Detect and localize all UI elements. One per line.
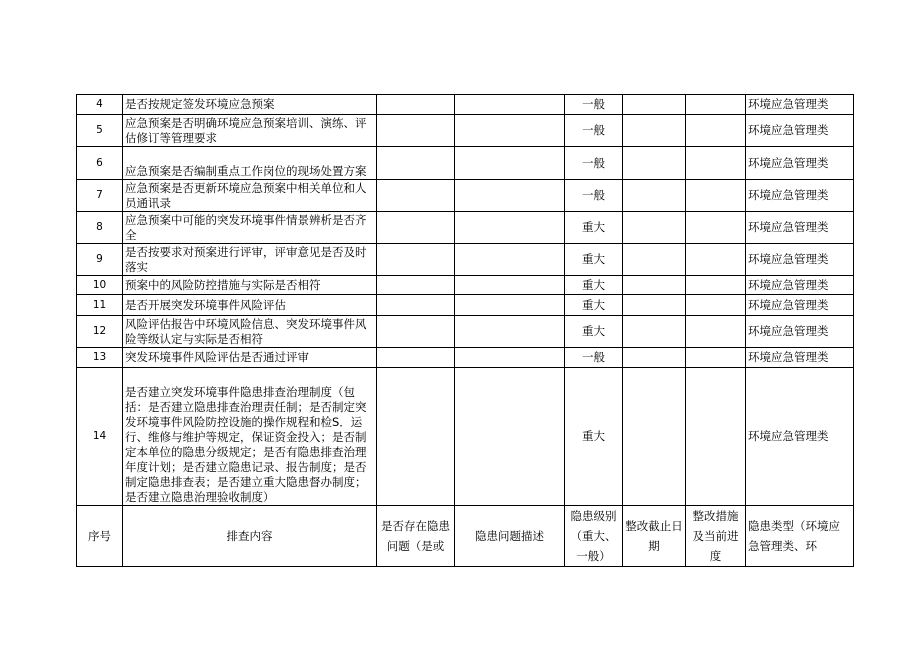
table-body <box>77 95 854 567</box>
description-cell <box>455 180 565 212</box>
description-cell <box>455 244 565 276</box>
measures-cell <box>686 316 746 348</box>
check-item: 是否开展突发环境事件风险评估 <box>123 295 377 316</box>
hazard-type: 环境应急管理类 <box>746 95 854 115</box>
exists-cell <box>377 295 455 316</box>
table-row <box>77 115 854 147</box>
exists-cell <box>377 147 455 180</box>
deadline-cell <box>623 95 686 115</box>
description-cell <box>455 368 565 506</box>
deadline-cell <box>623 368 686 506</box>
deadline-cell <box>623 180 686 212</box>
measures-cell <box>686 212 746 244</box>
hazard-level: 重大 <box>565 212 623 244</box>
row-number: 11 <box>77 295 123 316</box>
hazard-type: 环境应急管理类 <box>746 368 854 506</box>
exists-cell <box>377 316 455 348</box>
check-item: 是否建立突发环境事件隐患排查治理制度（包括：是否建立隐患排查治理责任制；是否制定突发环境事件风险防控设施的操作规程和检S．运行、维修与维护等规定，保证资金投入；是否制定本单位的隐患分级规定；是否有隐患排查治理年度计划；是否建立隐患记录、报告制度；是否制定隐患排查表；是否建立重大隐患督办制度；是否建立隐患治理验收制度） <box>123 368 377 506</box>
hazard-level: 一般 <box>565 115 623 147</box>
deadline-cell <box>623 276 686 295</box>
hazard-level: 重大 <box>565 276 623 295</box>
table-row <box>77 212 854 244</box>
header-deadline: 整改截止日期 <box>623 506 686 567</box>
header-exists: 是否存在隐患问题（是或 <box>377 506 455 567</box>
header-type: 隐患类型（环境应急管理类、环 <box>746 506 854 567</box>
header-description: 隐患问题描述 <box>455 506 565 567</box>
row-number: 6 <box>77 147 123 180</box>
table-header-row <box>77 506 854 567</box>
check-item: 应急预案是否明确环境应急预案培训、演练、评估修订等管理要求 <box>123 115 377 147</box>
hazard-level: 重大 <box>565 368 623 506</box>
table-row <box>77 295 854 316</box>
table-row <box>77 95 854 115</box>
measures-cell <box>686 95 746 115</box>
table-row <box>77 316 854 348</box>
hazard-level: 重大 <box>565 316 623 348</box>
hazard-type: 环境应急管理类 <box>746 295 854 316</box>
deadline-cell <box>623 212 686 244</box>
measures-cell <box>686 276 746 295</box>
description-cell <box>455 276 565 295</box>
header-number: 序号 <box>77 506 123 567</box>
exists-cell <box>377 368 455 506</box>
check-item: 预案中的风险防控措施与实际是否相符 <box>123 276 377 295</box>
table-row <box>77 276 854 295</box>
check-item: 应急预案是否更新环境应急预案中相关单位和人员通讯录 <box>123 180 377 212</box>
row-number: 9 <box>77 244 123 276</box>
hazard-type: 环境应急管理类 <box>746 115 854 147</box>
deadline-cell <box>623 295 686 316</box>
hazard-level: 一般 <box>565 147 623 180</box>
hazard-type: 环境应急管理类 <box>746 212 854 244</box>
header-content: 排查内容 <box>123 506 377 567</box>
check-item: 风险评估报告中环境风险信息、突发环境事件风险等级认定与实际是否相符 <box>123 316 377 348</box>
exists-cell <box>377 244 455 276</box>
exists-cell <box>377 276 455 295</box>
exists-cell <box>377 212 455 244</box>
check-item: 是否按规定签发环境应急预案 <box>123 95 377 115</box>
header-level: 隐患级别（重大、一般） <box>565 506 623 567</box>
measures-cell <box>686 295 746 316</box>
hazard-level: 一般 <box>565 348 623 368</box>
description-cell <box>455 295 565 316</box>
header-measures: 整改措施及当前进度 <box>686 506 746 567</box>
table-row <box>77 244 854 276</box>
description-cell <box>455 316 565 348</box>
exists-cell <box>377 348 455 368</box>
row-number: 7 <box>77 180 123 212</box>
hazard-level: 重大 <box>565 244 623 276</box>
description-cell <box>455 348 565 368</box>
check-item: 应急预案是否编制重点工作岗位的现场处置方案 <box>123 147 377 180</box>
description-cell <box>455 212 565 244</box>
table-row <box>77 180 854 212</box>
exists-cell <box>377 115 455 147</box>
deadline-cell <box>623 147 686 180</box>
measures-cell <box>686 348 746 368</box>
description-cell <box>455 147 565 180</box>
deadline-cell <box>623 348 686 368</box>
hazard-type: 环境应急管理类 <box>746 244 854 276</box>
row-number: 14 <box>77 368 123 506</box>
table-row <box>77 348 854 368</box>
table-row <box>77 368 854 506</box>
deadline-cell <box>623 244 686 276</box>
row-number: 12 <box>77 316 123 348</box>
check-item: 突发环境事件风险评估是否通过评审 <box>123 348 377 368</box>
measures-cell <box>686 244 746 276</box>
hazard-type: 环境应急管理类 <box>746 316 854 348</box>
hazard-level: 一般 <box>565 95 623 115</box>
deadline-cell <box>623 115 686 147</box>
check-item: 应急预案中可能的突发环境事件情景辨析是否齐全 <box>123 212 377 244</box>
row-number: 8 <box>77 212 123 244</box>
check-item: 是否按要求对预案进行评审，评审意见是否及时落实 <box>123 244 377 276</box>
description-cell <box>455 115 565 147</box>
description-cell <box>455 95 565 115</box>
measures-cell <box>686 115 746 147</box>
hazard-type: 环境应急管理类 <box>746 276 854 295</box>
row-number: 4 <box>77 95 123 115</box>
exists-cell <box>377 180 455 212</box>
row-number: 10 <box>77 276 123 295</box>
measures-cell <box>686 180 746 212</box>
table-row <box>77 147 854 180</box>
row-number: 5 <box>77 115 123 147</box>
hazard-level: 一般 <box>565 180 623 212</box>
hazard-type: 环境应急管理类 <box>746 348 854 368</box>
exists-cell <box>377 95 455 115</box>
measures-cell <box>686 147 746 180</box>
hazard-level: 重大 <box>565 295 623 316</box>
hazard-checklist-table <box>76 94 854 567</box>
hazard-type: 环境应急管理类 <box>746 147 854 180</box>
deadline-cell <box>623 316 686 348</box>
hazard-type: 环境应急管理类 <box>746 180 854 212</box>
measures-cell <box>686 368 746 506</box>
row-number: 13 <box>77 348 123 368</box>
